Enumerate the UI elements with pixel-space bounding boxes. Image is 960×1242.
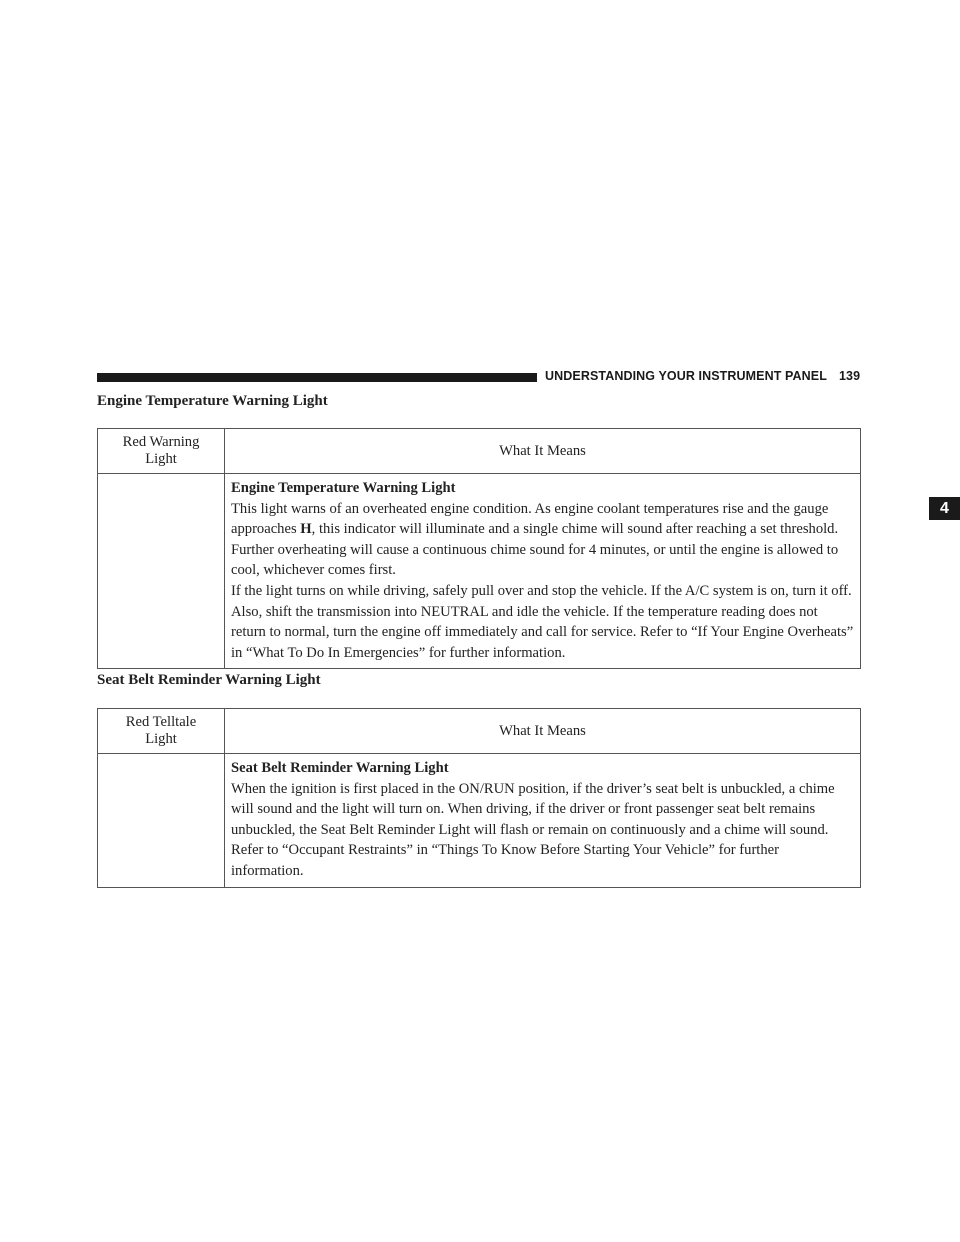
- table-row: [98, 474, 861, 669]
- meaning-cell: [225, 754, 861, 888]
- col-header-meaning: What It Means: [225, 429, 861, 474]
- section-heading-seat-belt: Seat Belt Reminder Warning Light: [97, 672, 321, 688]
- warning-light-icon-cell: [98, 474, 225, 669]
- table-header-row: [98, 429, 861, 474]
- meaning-cell: [225, 474, 861, 669]
- meaning-paragraph-2: If the light turns on while driving, safely pull over and stop the vehicle. If the A/C system is on, turn it off. Also, shift the transmission into NEUTRAL and idle the vehicle. If the temperature reading does not return to normal, turn the engine off immediately and call for service. Refer to “If Your Engine Overheats” in “What To Do In Emergencies” for further information.: [231, 582, 854, 661]
- seat-belt-table: [97, 708, 861, 888]
- col-header-meaning: What It Means: [225, 709, 861, 754]
- chapter-tab: 4: [929, 497, 960, 520]
- col-header-light: Red Telltale Light: [98, 709, 225, 754]
- header-title: UNDERSTANDING YOUR INSTRUMENT PANEL: [545, 369, 827, 383]
- cell-title: Seat Belt Reminder Warning Light: [231, 760, 449, 776]
- col-header-light: Red Warning Light: [98, 429, 225, 474]
- meaning-paragraph-1: When the ignition is first placed in the ON/RUN position, if the driver’s seat belt is unbuckled, a chime will sound and the light will turn on. When driving, if the driver or front passenger seat belt remains unbuckled, the Seat Belt Reminder Light will flash or remain on continuously and a chime will sound. Refer to “Occupant Restraints” in “Things To Know Before Starting Your Vehicle” for further information.: [231, 780, 835, 879]
- table-row: [98, 754, 861, 888]
- page-number: 139: [838, 369, 861, 383]
- cell-title: Engine Temperature Warning Light: [231, 480, 456, 496]
- meaning-paragraph-1: This light warns of an overheated engine condition. As engine coolant temperatures rise and the gauge approaches H, this indicator will illuminate and a single chime will sound after reaching a set threshold. Further overheating will cause a continuous chime sound for 4 minutes, or until the engine is allowed to cool, whichever comes first.: [231, 500, 839, 579]
- telltale-light-icon-cell: [98, 754, 225, 888]
- header-rule: [97, 373, 537, 382]
- section-heading-engine-temp: Engine Temperature Warning Light: [97, 393, 328, 409]
- engine-temp-table: [97, 428, 861, 669]
- running-header: [545, 369, 860, 383]
- table-header-row: [98, 709, 861, 754]
